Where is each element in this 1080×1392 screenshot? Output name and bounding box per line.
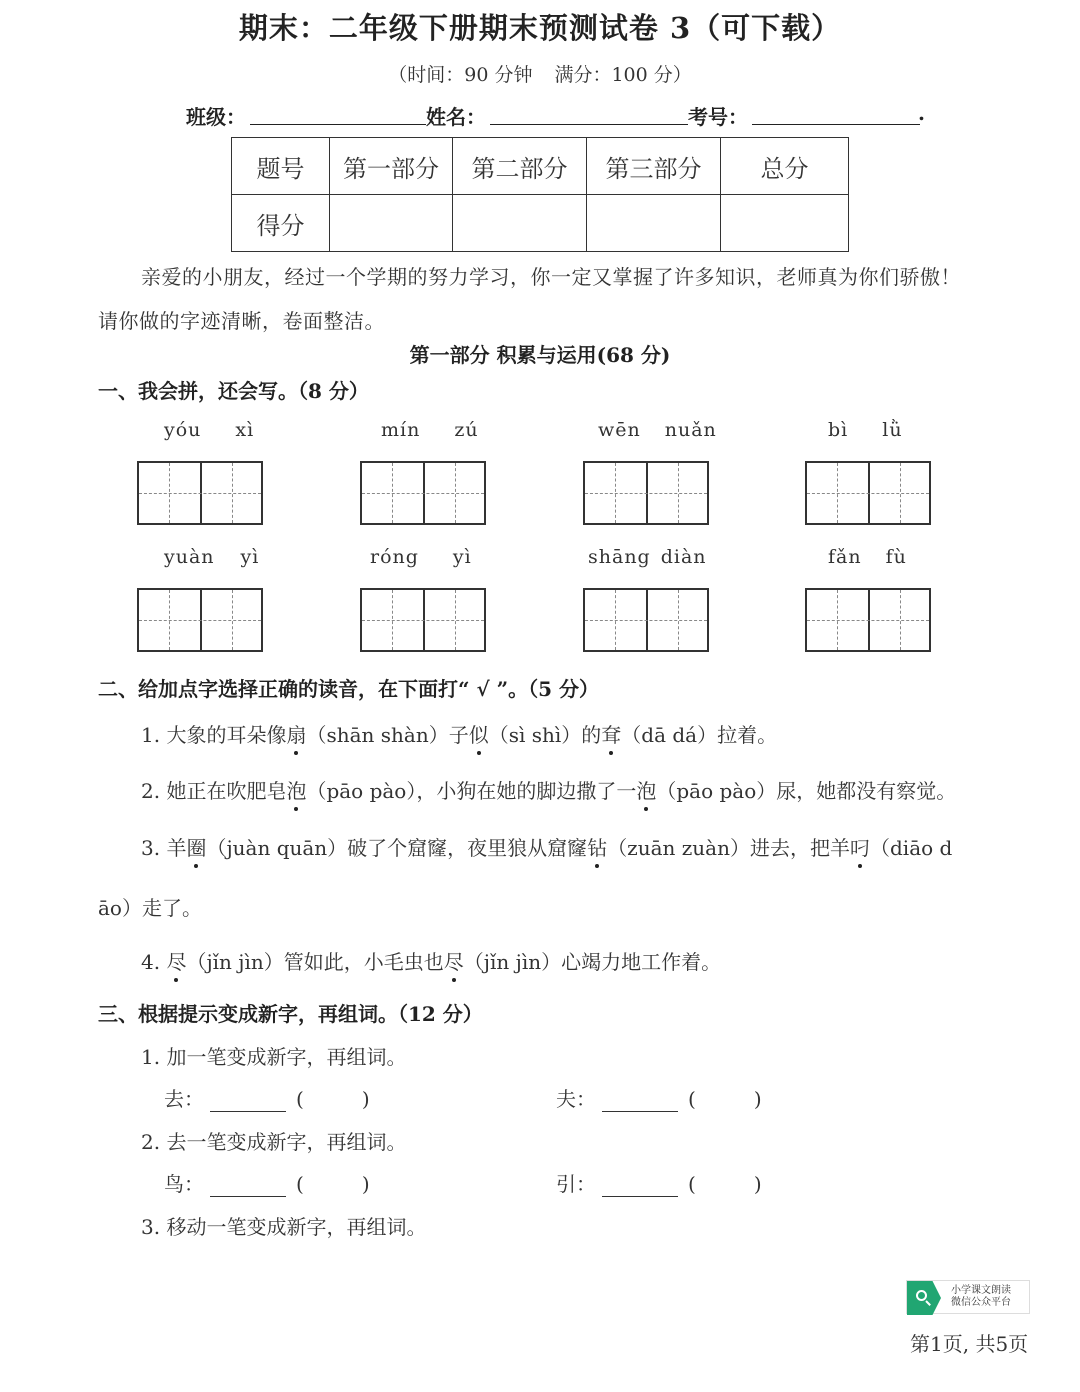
- exam-no-blank[interactable]: [752, 103, 920, 125]
- table-header-row: [232, 138, 849, 195]
- writing-grid[interactable]: [360, 461, 486, 525]
- answer-blank[interactable]: [602, 1177, 678, 1197]
- question-2-1: 1. 大象的耳朵像扇（shān shàn）子似（sì shì）的耷（dā dá）拉着。: [141, 719, 777, 748]
- pinyin-3: wēn nuǎn: [598, 419, 717, 441]
- subquestion-3-2: 2. 去一笔变成新字，再组词。: [141, 1130, 407, 1154]
- wechat-watermark: [906, 1280, 1030, 1314]
- fill-item: 鸟： ( ): [164, 1172, 370, 1196]
- table-header-cell: 第三部分: [587, 138, 721, 195]
- writing-grid[interactable]: [137, 588, 263, 652]
- watermark-text: 小学课文朗读 微信公众平台: [951, 1285, 1011, 1308]
- table-header-cell: 总分: [721, 138, 849, 195]
- writing-grid[interactable]: [360, 588, 486, 652]
- class-label: 班级：: [186, 105, 246, 129]
- name-label: 姓名：: [426, 105, 486, 129]
- exam-meta: [0, 60, 1080, 87]
- end-mark: .: [918, 101, 925, 125]
- score-table: [231, 137, 849, 252]
- part1-title: 第一部分 积累与运用(68 分): [409, 343, 671, 367]
- score-row-label: 得分: [232, 195, 330, 252]
- pinyin-1: yóu xì: [164, 419, 255, 441]
- time-limit: （时间：90 分钟: [388, 64, 533, 86]
- fill-item: 去： ( ): [164, 1087, 370, 1111]
- pinyin-7: shāng diàn: [588, 546, 707, 568]
- class-blank[interactable]: [250, 103, 426, 125]
- answer-blank[interactable]: [602, 1092, 678, 1112]
- score-cell-part3[interactable]: [587, 195, 721, 252]
- section1-title: 一、我会拼，还会写。（8 分）: [98, 379, 369, 403]
- score-cell-part2[interactable]: [453, 195, 587, 252]
- question-2-3: 3. 羊圈（juàn quān）破了个窟窿，夜里狼从窟窿钻（zuān zuàn）进去，把羊叼（diāo d: [141, 832, 952, 861]
- table-header-cell: 第一部分: [330, 138, 453, 195]
- writing-grid[interactable]: [137, 461, 263, 525]
- page-number: 第1页, 共5页: [910, 1332, 1029, 1356]
- name-blank[interactable]: [490, 103, 688, 125]
- answer-blank[interactable]: [210, 1092, 286, 1112]
- question-2-2: 2. 她正在吹肥皂泡（pāo pào），小狗在她的脚边撒了一泡（pāo pào）尿，她都没有察觉。: [141, 775, 956, 804]
- table-header-cell: 第二部分: [453, 138, 587, 195]
- intro-line-1: 亲爱的小朋友，经过一个学期的努力学习，你一定又掌握了许多知识，老师真为你们骄傲！: [141, 265, 961, 289]
- table-header-cell: 题号: [232, 138, 330, 195]
- pinyin-5: yuàn yì: [164, 546, 260, 568]
- writing-grid[interactable]: [583, 588, 709, 652]
- subquestion-3-1: 1. 加一笔变成新字，再组词。: [141, 1045, 407, 1069]
- search-icon: [907, 1281, 941, 1315]
- pinyin-4: bì lǜ: [828, 419, 903, 441]
- section2-title: 二、给加点字选择正确的读音，在下面打“ √ ”。（5 分）: [98, 677, 599, 701]
- table-row: [232, 195, 849, 252]
- fill-item: 夫： ( ): [556, 1087, 762, 1111]
- writing-grid[interactable]: [583, 461, 709, 525]
- writing-grid[interactable]: [805, 461, 931, 525]
- intro-line-2: 请你做的字迹清晰，卷面整洁。: [98, 309, 385, 333]
- subquestion-3-3: 3. 移动一笔变成新字，再组词。: [141, 1215, 427, 1239]
- fill-item: 引： ( ): [556, 1172, 762, 1196]
- answer-blank[interactable]: [210, 1177, 286, 1197]
- full-score: 满分：100 分）: [554, 64, 692, 86]
- pinyin-8: fǎn fù: [828, 546, 907, 568]
- exam-no-label: 考号：: [688, 105, 748, 129]
- paper-title: 期末：二年级下册期末预测试卷 3（可下载）: [238, 11, 842, 45]
- question-2-3-continued: āo）走了。: [98, 896, 202, 920]
- question-2-4: 4. 尽（jǐn jìn）管如此，小毛虫也尽（jǐn jìn）心竭力地工作着。: [141, 946, 721, 975]
- score-cell-part1[interactable]: [330, 195, 453, 252]
- pinyin-6: róng yì: [370, 546, 472, 568]
- writing-grid[interactable]: [805, 588, 931, 652]
- pinyin-2: mín zú: [381, 419, 479, 441]
- score-cell-total[interactable]: [721, 195, 849, 252]
- section3-title: 三、根据提示变成新字，再组词。（12 分）: [98, 1002, 483, 1026]
